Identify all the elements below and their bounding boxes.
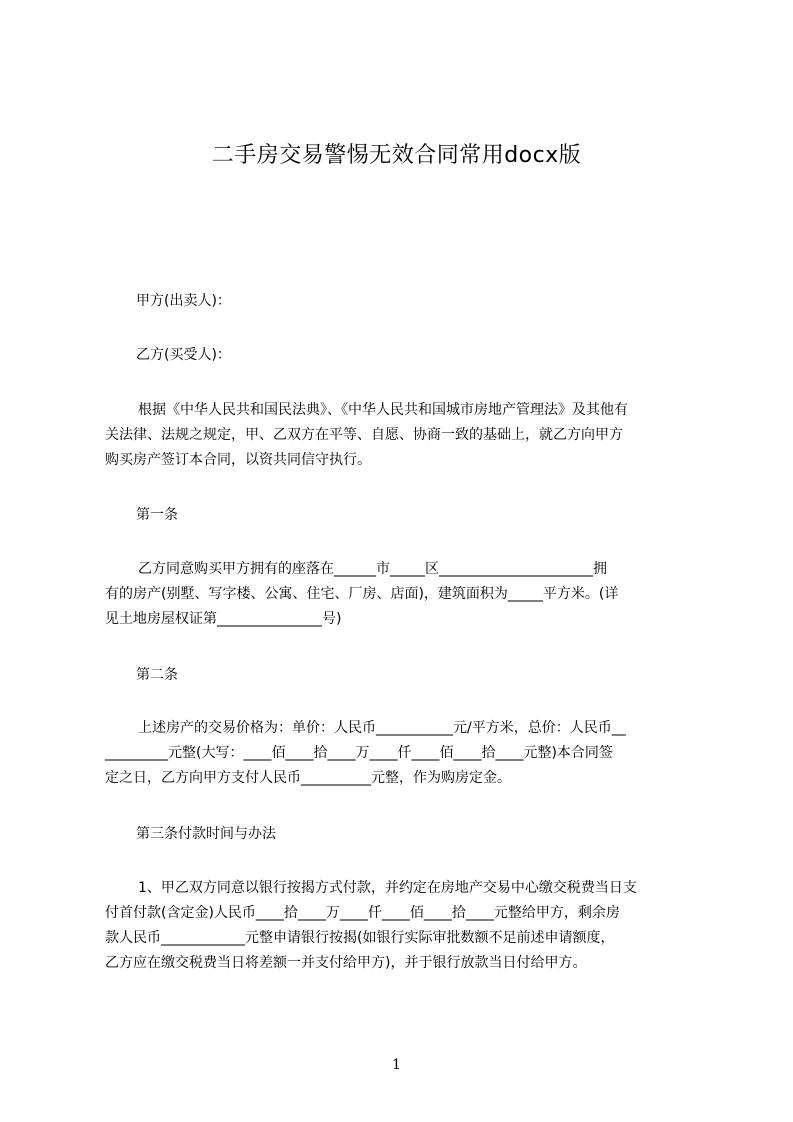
article-3-line: 1、甲乙双方同意以银行按揭方式付款，并约定在房地产交易中心缴交税费当日支 — [138, 880, 637, 896]
article-2-line: 定之日，乙方向甲方支付人民币__________元整，作为购房定金。 — [105, 770, 511, 786]
article-2-paragraph — [105, 716, 705, 791]
article-1-paragraph — [105, 557, 705, 632]
article-1-line: 见土地房屋权证第_______________号) — [105, 611, 342, 627]
page-title: 二手房交易警惕无效合同常用docx版 — [211, 143, 582, 168]
article-3-heading: 第三条付款时间与办法 — [136, 826, 276, 842]
article-1-heading: 第一条 — [136, 507, 178, 523]
article-1-line: 乙方同意购买甲方拥有的座落在______市_____区______________________拥 — [138, 561, 607, 577]
article-2-line: _________元整(大写：____佰____拾____万____仟____佰____拾____元整)本合同签 — [105, 745, 613, 761]
article-3-line: 款人民币____________元整申请银行按揭(如银行实际审批数额不足前述申请额度， — [105, 930, 615, 946]
preamble-line: 根据《中华人民共和国民法典》、《中华人民共和国城市房地产管理法》及其他有 — [138, 402, 628, 418]
article-3-line: 付首付款(含定金)人民币____拾____万____仟____佰____拾____元整给甲方，剩余房 — [105, 905, 620, 921]
article-3-line: 乙方应在缴交税费当日将差额一并支付给甲方)，并于银行放款当日付给甲方。 — [105, 955, 587, 971]
preamble-paragraph — [105, 398, 705, 473]
party-b-label: 乙方(买受人)： — [136, 347, 231, 363]
article-1-line: 有的房产(别墅、写字楼、公寓、住宅、厂房、店面)，建筑面积为_____平方米。(详 — [105, 586, 619, 602]
page-number: 1 — [392, 1057, 401, 1073]
article-3-paragraph — [105, 876, 705, 976]
preamble-line: 购买房产签订本合同，以资共同信守执行。 — [105, 452, 371, 468]
party-a-label: 甲方(出卖人)： — [136, 293, 231, 309]
preamble-line: 关法律、法规之规定，甲、乙双方在平等、自愿、协商一致的基础上，就乙方向甲方 — [105, 427, 623, 443]
article-2-line: 上述房产的交易价格为：单价：人民币___________元/平方米，总价：人民币__ — [138, 720, 626, 736]
article-2-heading: 第二条 — [136, 667, 178, 683]
